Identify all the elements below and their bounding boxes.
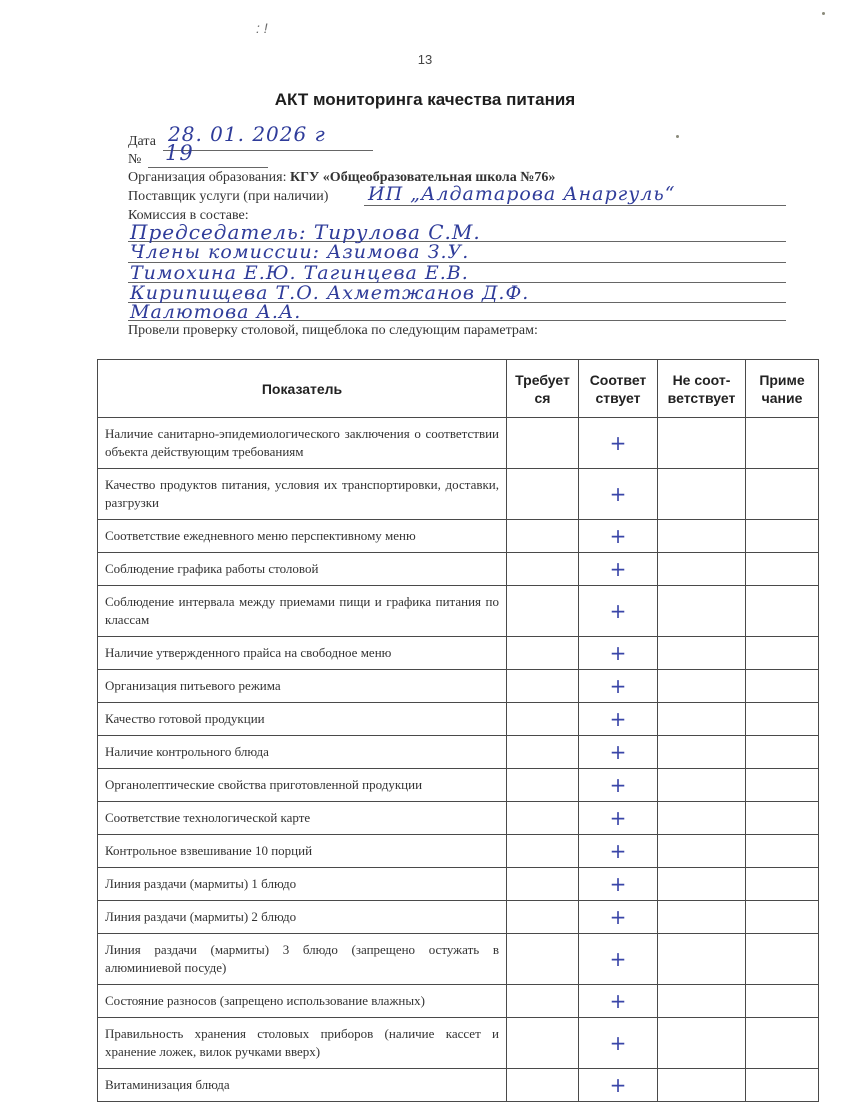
non-compliant-cell (658, 703, 746, 736)
note-cell (746, 934, 819, 985)
note-cell (746, 703, 819, 736)
note-cell (746, 868, 819, 901)
required-cell (507, 868, 579, 901)
commission-member-line: Тимохина Е.Ю. Тагинцева Е.В. (130, 262, 469, 284)
table-header-row (98, 360, 819, 418)
column-header-required: Требует ся (507, 360, 579, 418)
commission-member-line: Председатель: Тирулова С.М. (130, 220, 481, 244)
parameter-cell: Контрольное взвешивание 10 порций (98, 835, 507, 868)
non-compliant-cell (658, 802, 746, 835)
non-compliant-cell (658, 835, 746, 868)
column-header-parameter: Показатель (98, 360, 507, 418)
parameter-cell: Соответствие ежедневного меню перспективному меню (98, 520, 507, 553)
date-label: Дата (128, 134, 156, 149)
parameter-cell: Организация питьевого режима (98, 670, 507, 703)
table-row (98, 934, 819, 985)
non-compliant-cell (658, 1069, 746, 1102)
parameter-cell: Соответствие технологической карте (98, 802, 507, 835)
table-row (98, 1018, 819, 1069)
compliant-mark: + (579, 934, 658, 985)
parameter-cell: Качество продуктов питания, условия их транспортировки, доставки, разгрузки (98, 469, 507, 520)
non-compliant-cell (658, 901, 746, 934)
table-row (98, 769, 819, 802)
scan-speck (676, 135, 679, 138)
compliant-mark: + (579, 802, 658, 835)
note-cell (746, 736, 819, 769)
table-row (98, 985, 819, 1018)
compliant-mark: + (579, 1069, 658, 1102)
table-row (98, 1069, 819, 1102)
non-compliant-cell (658, 553, 746, 586)
note-cell (746, 901, 819, 934)
required-cell (507, 586, 579, 637)
non-compliant-cell (658, 1018, 746, 1069)
date-underline (163, 150, 373, 151)
non-compliant-cell (658, 520, 746, 553)
compliant-mark: + (579, 901, 658, 934)
note-cell (746, 520, 819, 553)
number-underline (148, 167, 268, 168)
parameter-cell: Линия раздачи (мармиты) 3 блюдо (запрещено остужать в алюминиевой посуде) (98, 934, 507, 985)
required-cell (507, 736, 579, 769)
document-title: АКТ мониторинга качества питания (274, 90, 576, 109)
non-compliant-cell (658, 586, 746, 637)
note-cell (746, 553, 819, 586)
scan-speck (822, 12, 825, 15)
compliant-mark: + (579, 553, 658, 586)
non-compliant-cell (658, 868, 746, 901)
table-row (98, 703, 819, 736)
compliant-mark: + (579, 868, 658, 901)
table-row (98, 586, 819, 637)
table-row (98, 553, 819, 586)
required-cell (507, 802, 579, 835)
organization-value: КГУ «Общеобразовательная школа №76» (289, 170, 556, 185)
compliant-mark: + (579, 418, 658, 469)
column-header-compliant: Соответ ствует (579, 360, 658, 418)
date-value: 28. 01. 2026 г (168, 122, 326, 146)
non-compliant-cell (658, 469, 746, 520)
compliant-mark: + (579, 835, 658, 868)
parameter-cell: Наличие санитарно-эпидемиологического заключения о соответствии объекта действующим требованиям (98, 418, 507, 469)
required-cell (507, 553, 579, 586)
compliant-mark: + (579, 1018, 658, 1069)
compliant-mark: + (579, 520, 658, 553)
parameter-cell: Органолептические свойства приготовленной продукции (98, 769, 507, 802)
required-cell (507, 637, 579, 670)
table-row (98, 670, 819, 703)
number-value: 19 (165, 141, 194, 165)
table-row (98, 868, 819, 901)
non-compliant-cell (658, 769, 746, 802)
inspection-intro: Провели проверку столовой, пищеблока по следующим параметрам: (128, 323, 538, 338)
page-number: 13 (417, 52, 433, 67)
required-cell (507, 901, 579, 934)
table-row (98, 418, 819, 469)
note-cell (746, 985, 819, 1018)
number-label: № (128, 152, 142, 167)
table-row (98, 802, 819, 835)
compliant-mark: + (579, 769, 658, 802)
parameter-cell: Линия раздачи (мармиты) 2 блюдо (98, 901, 507, 934)
required-cell (507, 520, 579, 553)
organization-label: Организация образования: (128, 170, 287, 185)
compliant-mark: + (579, 670, 658, 703)
note-cell (746, 469, 819, 520)
note-cell (746, 637, 819, 670)
table-row (98, 637, 819, 670)
required-cell (507, 985, 579, 1018)
note-cell (746, 835, 819, 868)
non-compliant-cell (658, 670, 746, 703)
required-cell (507, 670, 579, 703)
commission-member-line: Члены комиссии: Азимова З.У. (130, 241, 470, 263)
table-row (98, 835, 819, 868)
required-cell (507, 835, 579, 868)
non-compliant-cell (658, 418, 746, 469)
required-cell (507, 418, 579, 469)
required-cell (507, 769, 579, 802)
required-cell (507, 1018, 579, 1069)
non-compliant-cell (658, 736, 746, 769)
note-cell (746, 418, 819, 469)
supplier-value: ИП „Алдатарова Анаргуль“ (368, 183, 676, 205)
note-cell (746, 769, 819, 802)
table-row (98, 469, 819, 520)
parameter-cell: Витаминизация блюда (98, 1069, 507, 1102)
compliant-mark: + (579, 703, 658, 736)
non-compliant-cell (658, 637, 746, 670)
compliant-mark: + (579, 469, 658, 520)
parameter-cell: Соблюдение интервала между приемами пищи и графика питания по классам (98, 586, 507, 637)
table-row (98, 520, 819, 553)
commission-label: Комиссия в составе: (128, 208, 249, 223)
non-compliant-cell (658, 985, 746, 1018)
compliant-mark: + (579, 637, 658, 670)
supplier-label: Поставщик услуги (при наличии) (128, 189, 329, 204)
scan-artifact: : ! (256, 20, 268, 36)
compliant-mark: + (579, 736, 658, 769)
note-cell (746, 586, 819, 637)
required-cell (507, 703, 579, 736)
required-cell (507, 469, 579, 520)
commission-member-line: Малютова А.А. (130, 301, 302, 323)
note-cell (746, 670, 819, 703)
note-cell (746, 1018, 819, 1069)
parameter-cell: Наличие контрольного блюда (98, 736, 507, 769)
parameter-cell: Линия раздачи (мармиты) 1 блюдо (98, 868, 507, 901)
table-row (98, 736, 819, 769)
inspection-table (97, 359, 819, 1102)
parameter-cell: Качество готовой продукции (98, 703, 507, 736)
parameter-cell: Состояние разносов (запрещено использование влажных) (98, 985, 507, 1018)
required-cell (507, 1069, 579, 1102)
column-header-note: Приме чание (746, 360, 819, 418)
commission-member-line: Кирипищева Т.О. Ахметжанов Д.Ф. (130, 282, 530, 304)
note-cell (746, 1069, 819, 1102)
table-row (98, 901, 819, 934)
supplier-underline (364, 205, 786, 206)
parameter-cell: Наличие утвержденного прайса на свободное меню (98, 637, 507, 670)
non-compliant-cell (658, 934, 746, 985)
required-cell (507, 934, 579, 985)
compliant-mark: + (579, 985, 658, 1018)
note-cell (746, 802, 819, 835)
compliant-mark: + (579, 586, 658, 637)
parameter-cell: Соблюдение графика работы столовой (98, 553, 507, 586)
parameter-cell: Правильность хранения столовых приборов (наличие кассет и хранение ложек, вилок ручками вверх) (98, 1018, 507, 1069)
column-header-non-compliant: Не соот- ветствует (658, 360, 746, 418)
